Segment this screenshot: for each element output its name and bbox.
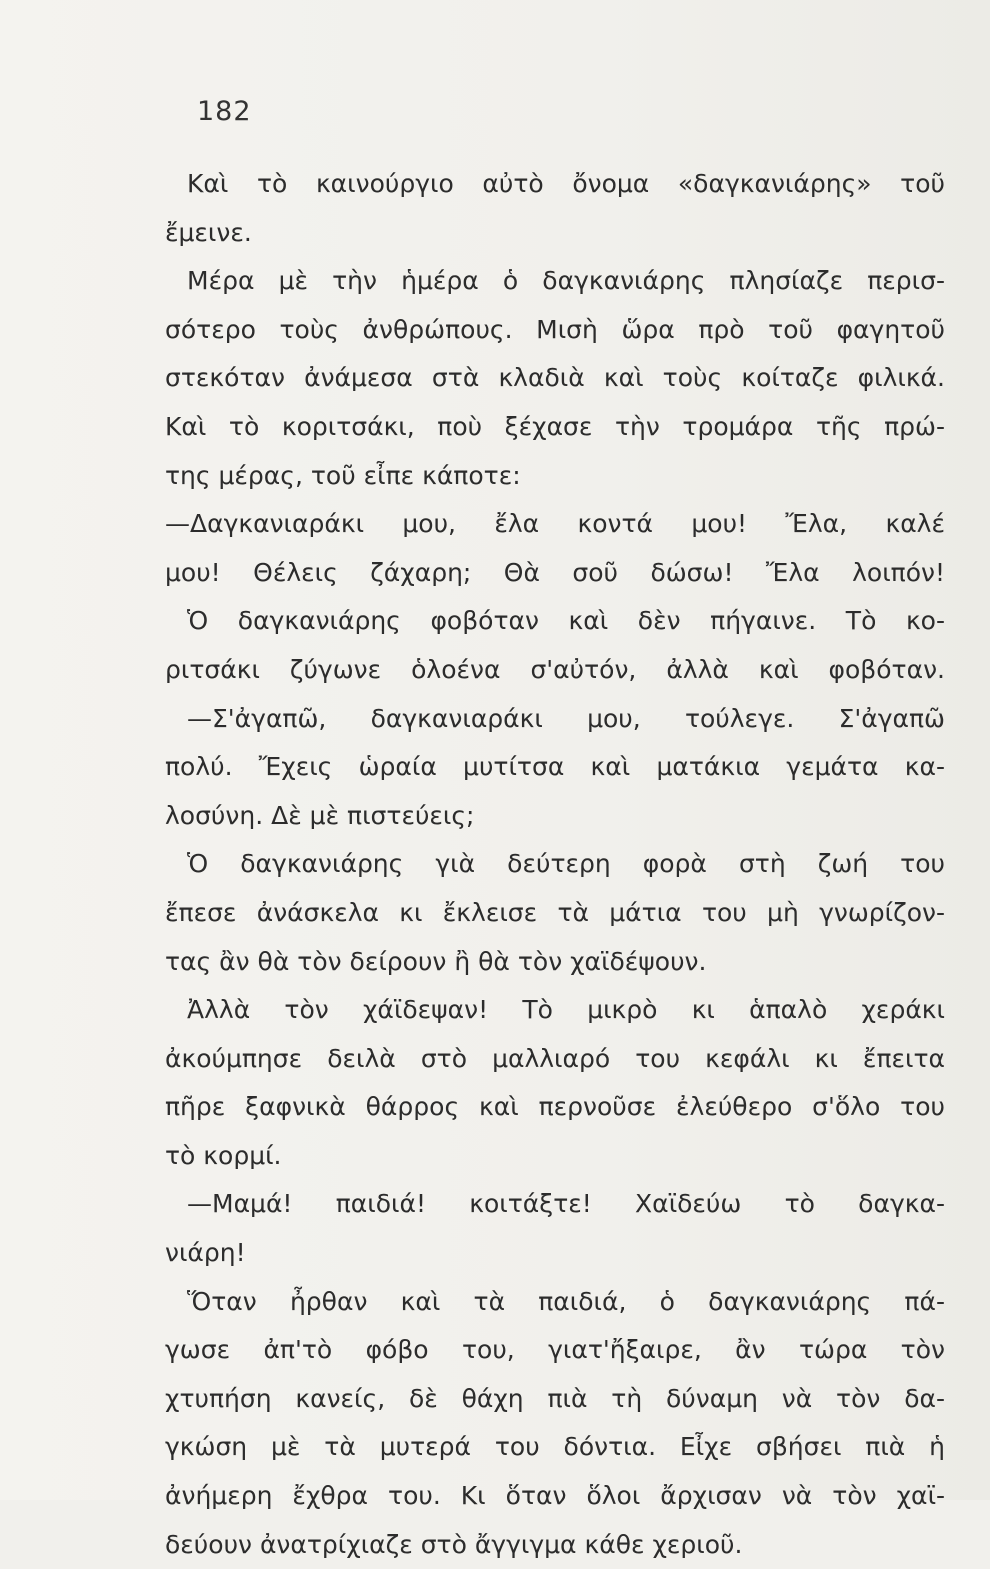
- text-line: ἔμεινε.: [165, 217, 252, 247]
- text-line: λοσύνη. Δὲ μὲ πιστεύεις;: [165, 800, 475, 830]
- body-text: [165, 160, 945, 1569]
- text-line: Καὶ τὸ καινούργιο αὐτὸ ὄνομα «δαγκανιάρης» τοῦ: [187, 169, 945, 198]
- text-line: της μέρας, τοῦ εἶπε κάποτε:: [165, 460, 521, 490]
- text-line: χτυπήση κανείς, δὲ θάχη πιὰ τὴ δύναμη νὰ τὸν δα-: [165, 1383, 945, 1413]
- page-number: 182: [197, 96, 252, 127]
- text-line: ἔπεσε ἀνάσκελα κι ἔκλεισε τὰ μάτια του μὴ γνωρίζον-: [165, 897, 945, 927]
- text-line: τὸ κορμί.: [165, 1140, 282, 1170]
- text-line: δεύουν ἀνατρίχιαζε στὸ ἄγγιγμα κάθε χεριοῦ.: [165, 1529, 743, 1559]
- text-line: πῆρε ξαφνικὰ θάρρος καὶ περνοῦσε ἐλεύθερο σ'ὅλο του: [165, 1092, 945, 1122]
- text-line: Ὅταν ἦρθαν καὶ τὰ παιδιά, ὁ δαγκανιάρης πά-: [187, 1286, 945, 1316]
- text-line: ἀκούμπησε δειλὰ στὸ μαλλιαρό του κεφάλι κι ἔπειτα: [165, 1043, 945, 1073]
- text-line: —Μαμά! παιδιά! κοιτάξτε! Χαϊδεύω τὸ δαγκα-: [187, 1189, 945, 1219]
- text-line: στεκόταν ἀνάμεσα στὰ κλαδιὰ καὶ τοὺς κοίταζε φιλικά.: [165, 363, 945, 393]
- text-line: γκώση μὲ τὰ μυτερά του δόντια. Εἶχε σβήσει πιὰ ἡ: [165, 1432, 945, 1462]
- text-line: τας ἂν θὰ τὸν δείρουν ἢ θὰ τὸν χαϊδέψουν.: [165, 946, 707, 976]
- text-line: πολύ. Ἔχεις ὡραία μυτίτσα καὶ ματάκια γεμάτα κα-: [165, 752, 945, 782]
- text-line: ριτσάκι ζύγωνε ὁλοένα σ'αὐτόν, ἀλλὰ καὶ φοβόταν.: [165, 654, 945, 684]
- text-line: σότερο τοὺς ἀνθρώπους. Μισὴ ὥρα πρὸ τοῦ φαγητοῦ: [165, 314, 945, 344]
- text-line: μου! Θέλεις ζάχαρη; Θὰ σοῦ δώσω! Ἔλα λοιπόν!: [165, 557, 945, 587]
- text-line: Ἀλλὰ τὸν χάϊδεψαν! Τὸ μικρὸ κι ἁπαλὸ χεράκι: [187, 995, 945, 1025]
- text-line: Καὶ τὸ κοριτσάκι, ποὺ ξέχασε τὴν τρομάρα τῆς πρώ-: [165, 411, 945, 441]
- text-line: —Δαγκανιαράκι μου, ἔλα κοντά μου! Ἔλα, καλέ: [165, 509, 945, 539]
- text-line: Ὁ δαγκανιάρης γιὰ δεύτερη φορὰ στὴ ζωή του: [187, 849, 945, 879]
- text-line: Μέρα μὲ τὴν ἡμέρα ὁ δαγκανιάρης πλησίαζε περισ-: [187, 266, 945, 296]
- text-line: —Σ'ἀγαπῶ, δαγκανιαράκι μου, τούλεγε. Σ'ἀγαπῶ: [187, 703, 945, 733]
- text-line: Ὁ δαγκανιάρης φοβόταν καὶ δὲν πήγαινε. Τὸ κο-: [187, 606, 945, 636]
- text-line: ἀνήμερη ἔχθρα του. Κι ὅταν ὅλοι ἄρχισαν νὰ τὸν χαϊ-: [165, 1481, 945, 1511]
- text-line: γωσε ἀπ'τὸ φόβο του, γιατ'ἤξαιρε, ἂν τώρα τὸν: [165, 1335, 945, 1365]
- text-line: νιάρη!: [165, 1238, 246, 1268]
